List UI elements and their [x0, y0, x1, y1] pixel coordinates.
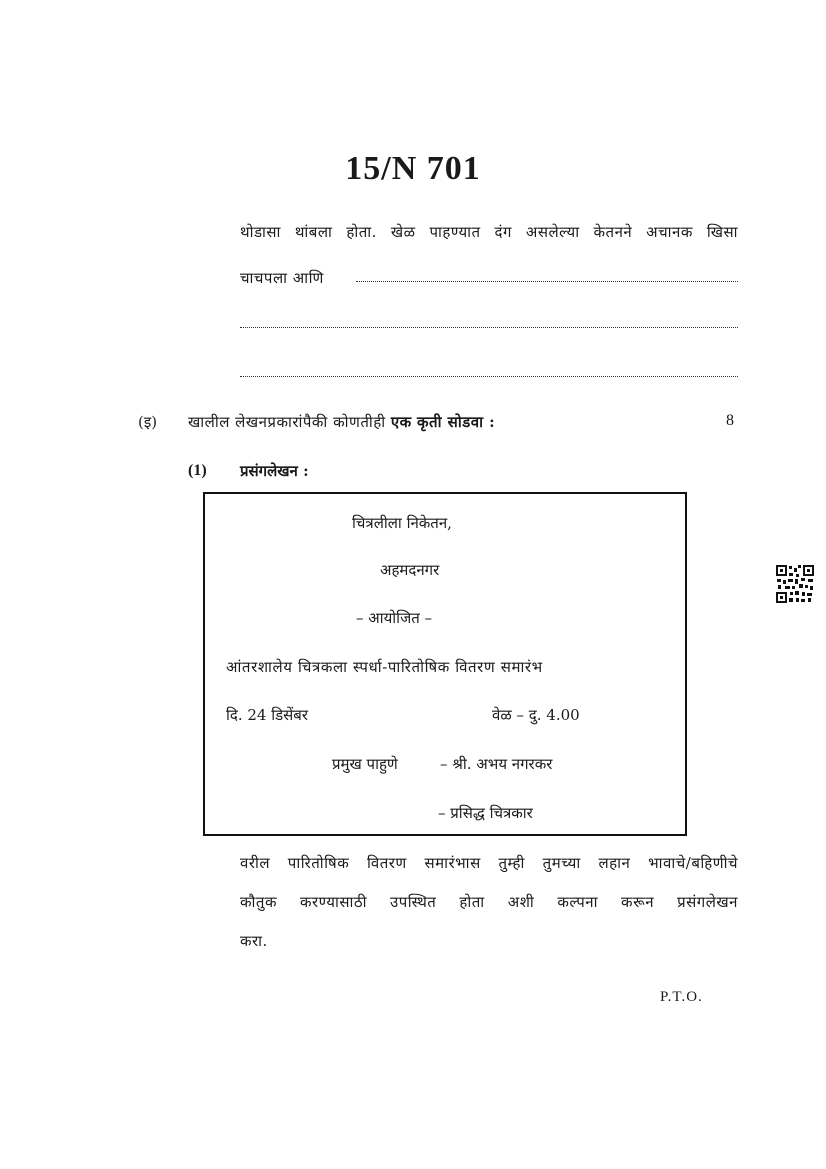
answer-line-1	[356, 281, 738, 282]
answer-line-2	[240, 327, 738, 328]
instruction-line-1: वरील पारितोषिक वितरण समारंभास तुम्ही तुमच्या लहान भावाचे/बहिणीचे	[240, 854, 738, 872]
notice-city: अहमदनगर	[380, 561, 440, 579]
continuation-line-2: चाचपला आणि	[240, 269, 324, 287]
notice-org: चित्रलीला निकेतन,	[352, 514, 452, 532]
qr-code-icon	[775, 564, 815, 604]
question-text-bold: एक	[390, 413, 412, 431]
notice-organized: – आयोजित –	[356, 609, 433, 627]
instruction-line-2: कौतुक करण्यासाठी उपस्थित होता अशी कल्पना करून प्रसंगलेखन	[240, 893, 738, 911]
notice-date: दि. 24 डिसेंबर	[226, 706, 308, 724]
answer-line-3	[240, 376, 738, 377]
notice-guest-name: – श्री. अभय नगरकर	[440, 755, 553, 773]
question-text-after: कृती सोडवा :	[417, 413, 496, 431]
continuation-line-1: थोडासा थांबला होता. खेळ पाहण्यात दंग असलेल्या केतनने अचानक खिसा	[240, 223, 738, 241]
subquestion-number: (1)	[188, 462, 207, 479]
question-text-before: खालील लेखनप्रकारांपैकी कोणतीही	[188, 413, 386, 431]
question-text	[188, 412, 495, 432]
paper-code: 15/N 701	[345, 150, 481, 187]
subquestion-title: प्रसंगलेखन :	[240, 462, 309, 480]
notice-guest-title: – प्रसिद्ध चित्रकार	[438, 804, 533, 822]
notice-guest-label: प्रमुख पाहुणे	[332, 755, 398, 773]
pto-label: P.T.O.	[660, 989, 703, 1005]
question-marks: 8	[726, 412, 734, 429]
question-label: (इ)	[138, 413, 158, 431]
instruction-line-3: करा.	[240, 932, 268, 950]
notice-time: वेळ – दु. 4.00	[492, 706, 580, 724]
notice-event: आंतरशालेय चित्रकला स्पर्धा-पारितोषिक वितरण समारंभ	[226, 658, 543, 676]
